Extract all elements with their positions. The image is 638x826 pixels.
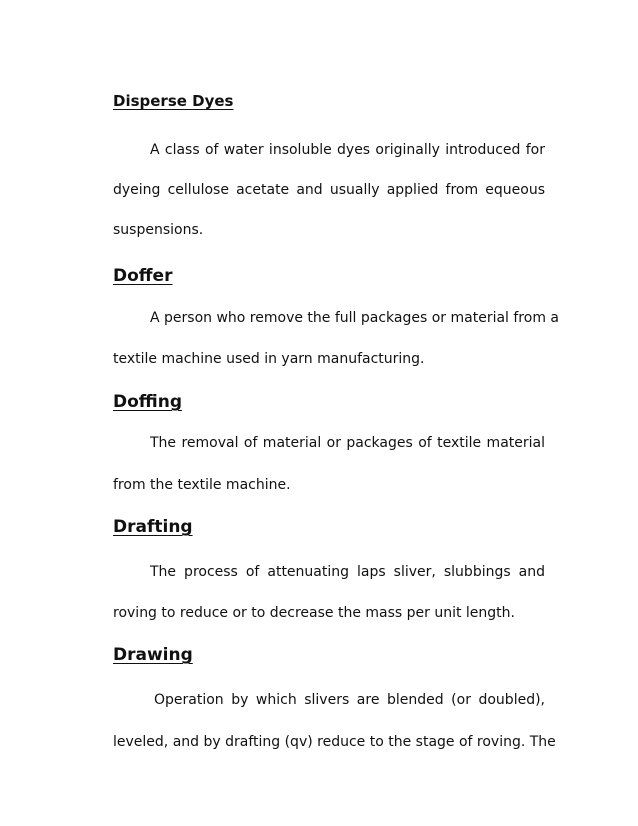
definition-line: roving to reduce or to decrease the mass per unit length. <box>113 605 515 621</box>
definition-line: from the textile machine. <box>113 477 291 493</box>
definition-line: A class of water insoluble dyes originally introduced for <box>150 142 545 158</box>
term-heading-drafting: Drafting <box>113 517 193 537</box>
term-heading-doffing: Doffing <box>113 392 183 412</box>
definition-line: suspensions. <box>113 222 204 238</box>
definition-line: The process of attenuating laps sliver, slubbings and <box>150 564 545 580</box>
definition-line: A person who remove the full packages or material from a <box>150 310 559 326</box>
term-heading-disperse-dyes: Disperse Dyes <box>113 92 234 110</box>
definition-line: textile machine used in yarn manufacturing. <box>113 351 425 367</box>
definition-line: Operation by which slivers are blended (or doubled), <box>154 692 545 708</box>
definition-line: dyeing cellulose acetate and usually applied from equeous <box>113 182 545 198</box>
definition-line: The removal of material or packages of textile material <box>150 435 545 451</box>
term-heading-doffer: Doffer <box>113 266 173 286</box>
term-heading-drawing: Drawing <box>113 645 193 665</box>
definition-line: leveled, and by drafting (qv) reduce to the stage of roving. The <box>113 734 556 750</box>
